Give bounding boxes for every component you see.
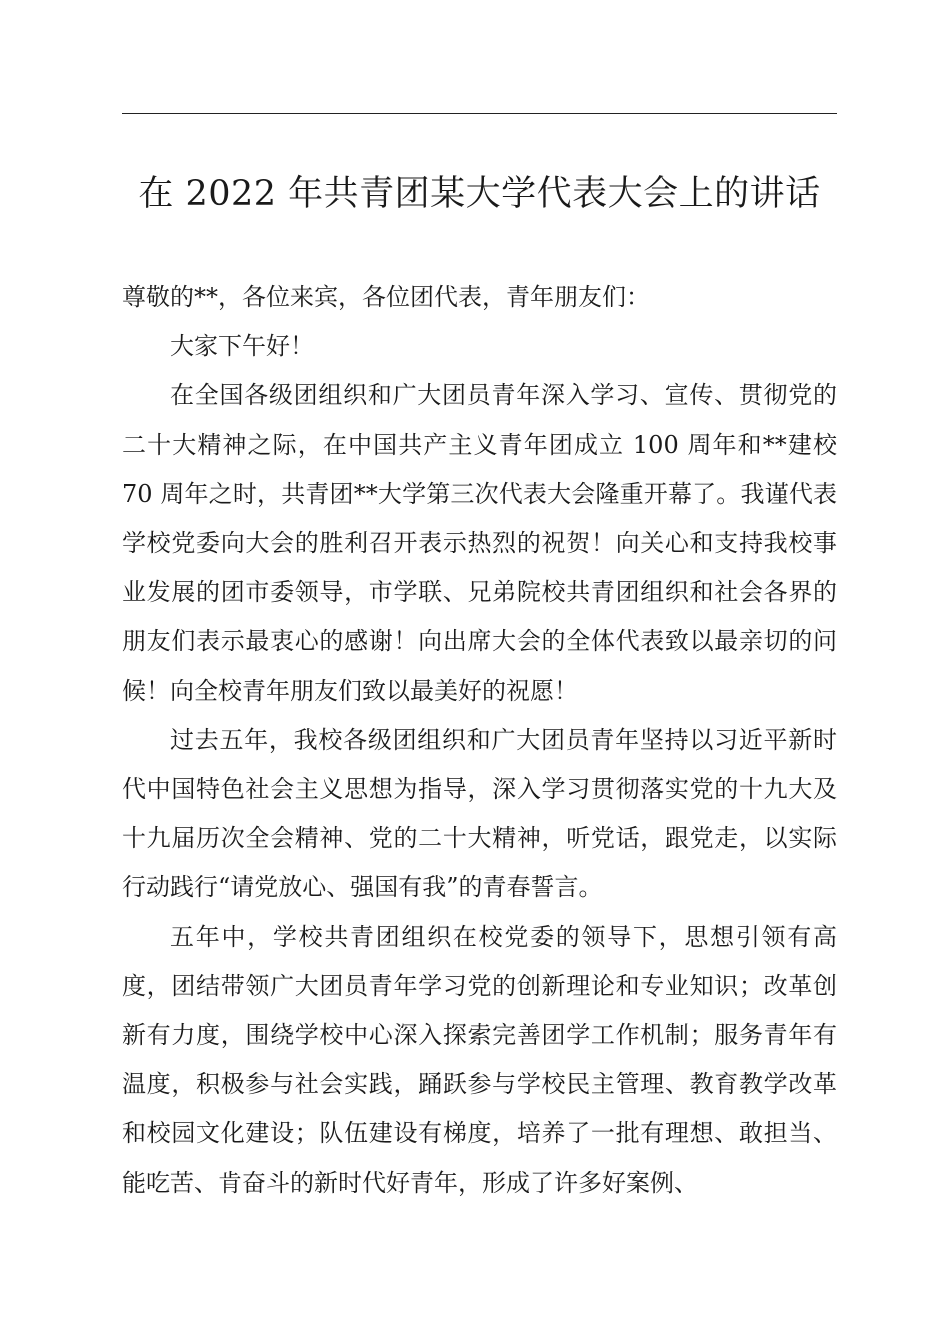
- paragraph-1: 在全国各级团组织和广大团员青年深入学习、宣传、贯彻党的二十大精神之际，在中国共产主义青年团成立 100 周年和**建校 70 周年之时，共青团**大学第三次代表大会隆重开幕了。我谨代表学校党委向大会的胜利召开表示热烈的祝贺！向关心和支持我校事业发展的团市委领导，市学联、兄弟院校共青团组织和社会各界的朋友们表示最衷心的感谢！向出席大会的全体代表致以最亲切的问候！向全校青年朋友们致以最美好的祝愿！: [122, 381, 837, 705]
- salutation: 尊敬的**，各位来宾，各位团代表，青年朋友们：: [122, 283, 650, 311]
- document-body: [122, 273, 837, 1208]
- greeting: 大家下午好！: [170, 332, 314, 361]
- header-rule: [122, 113, 837, 114]
- paragraph-2: 过去五年，我校各级团组织和广大团员青年坚持以习近平新时代中国特色社会主义思想为指导，深入学习贯彻落实党的十九大及十九届历次全会精神、党的二十大精神，听党话，跟党走，以实际行动践行“请党放心、强国有我”的青春誓言。: [122, 725, 837, 902]
- paragraph-3: 五年中，学校共青团组织在校党委的领导下，思想引领有高度，团结带领广大团员青年学习党的创新理论和专业知识；改革创新有力度，围绕学校中心深入探索完善团学工作机制；服务青年有温度，积极参与社会实践，踊跃参与学校民主管理、教育教学改革和校园文化建设；队伍建设有梯度，培养了一批有理想、敢担当、能吃苦、肯奋斗的新时代好青年，形成了许多好案例、: [122, 922, 837, 1197]
- document-title: 在 2022 年共青团某大学代表大会上的讲话: [138, 174, 821, 214]
